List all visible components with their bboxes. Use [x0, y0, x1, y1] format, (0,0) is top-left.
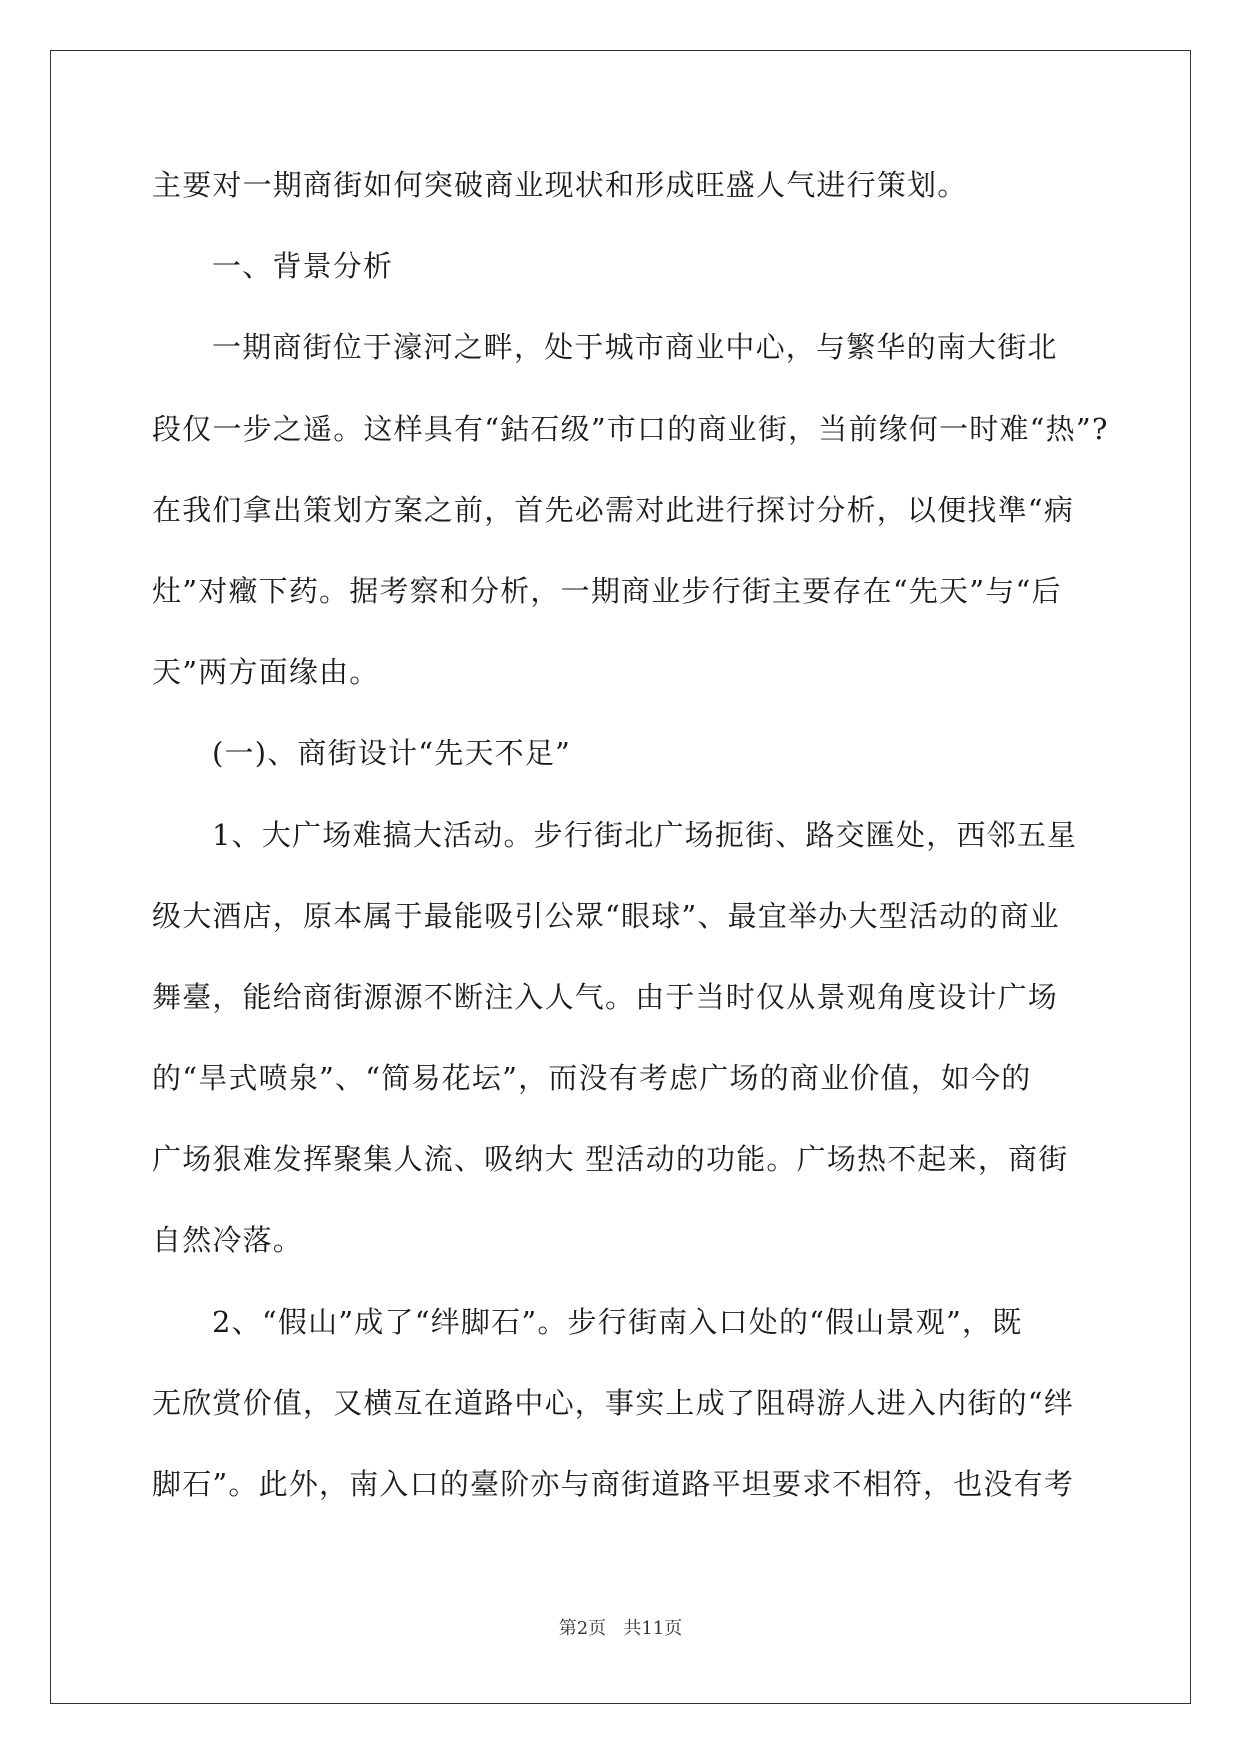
text-line: 一期商街位于濠河之畔，处于城市商业中心，与繁华的南大街北 [212, 330, 1058, 365]
section-heading: 一、背景分析 [212, 249, 394, 284]
text-line: 无欣赏价值，又横亙在道路中心，事实上成了阻碍游人进入内街的“绊 [152, 1385, 1075, 1420]
section-subheading: (一)、商街设计“先天不足” [212, 736, 572, 771]
text-line: 灶”对癥下药。据考察和分析，一期商业步行街主要存在“先天”与“后 [152, 573, 1062, 608]
page-number: 第2页 共11页 [558, 1618, 683, 1639]
document-body [152, 165, 1109, 1545]
text-line: 主要对一期商街如何突破商业现状和形成旺盛人气进行策划。 [152, 168, 968, 202]
text-line: 在我们拿出策划方案之前，首先必需对此进行探讨分析，以便找準“病 [152, 492, 1075, 527]
text-line: 脚石”。此外，南入口的臺阶亦与商街道路平坦要求不相符，也没有考 [152, 1467, 1075, 1501]
text-line: 级大酒店，原本属于最能吸引公眾“眼球”、最宜举办大型活动的商业 [152, 898, 1060, 933]
text-line: 广场狠难发挥聚集人流、吸纳大 型活动的功能。广场热不起来，商街 [152, 1142, 1069, 1177]
text-line: 自然冷落。 [152, 1223, 304, 1258]
text-line: 的“旱式喷泉”、“简易花坛”，而没有考虑广场的商业价值，如今的 [152, 1061, 1032, 1096]
text-line: 天”两方面缘由。 [152, 655, 380, 690]
text-line: 2、“假山”成了“绊脚石”。步行街南入口处的“假山景观”，既 [212, 1304, 1023, 1339]
text-line: 1、大广场难搞大活动。步行街北广场扼街、路交匯处，西邻五星 [212, 817, 1078, 852]
text-line: 舞臺，能给商街源源不断注入人气。由于当时仅从景观角度设计广场 [152, 979, 1059, 1014]
page-footer [0, 1614, 1241, 1640]
text-line: 段仅一步之遥。这样具有“鈷石级”市口的商业街，当前缘何一时难“热”? [152, 411, 1109, 446]
